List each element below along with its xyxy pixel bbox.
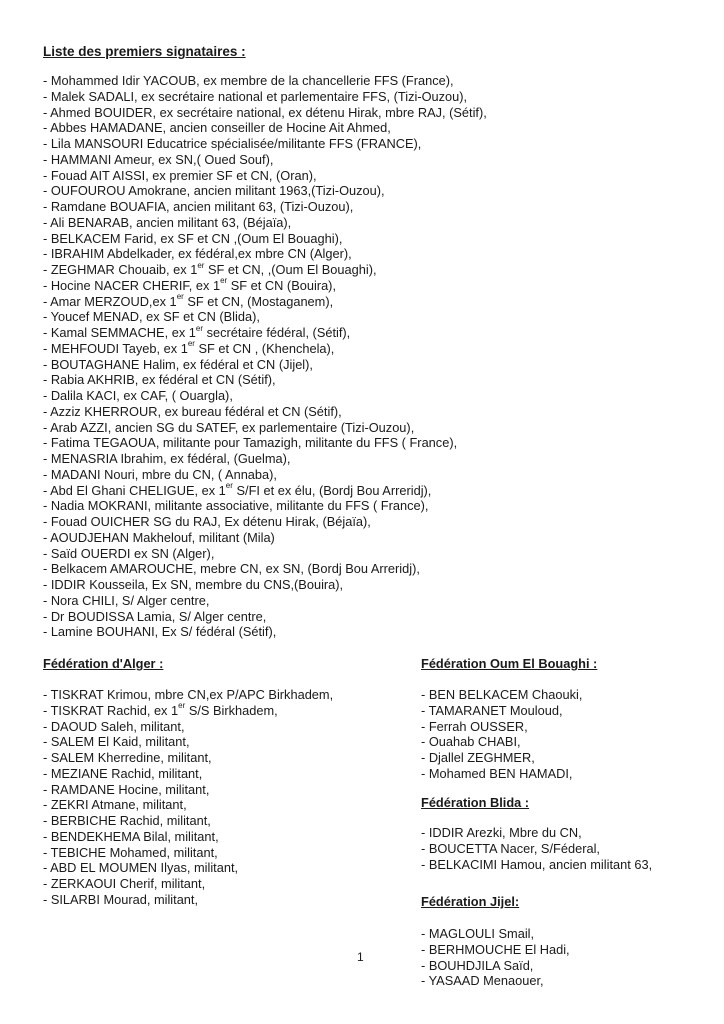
federation-alger-heading: Fédération d'Alger :: [43, 656, 164, 671]
list-item: - Ouahab CHABI,: [421, 734, 521, 750]
list-item: - Youcef MENAD, ex SF et CN (Blida),: [43, 309, 260, 325]
ordinal-superscript: er: [225, 481, 233, 491]
list-item: - BOUTAGHANE Halim, ex fédéral et CN (Jijel),: [43, 356, 313, 372]
list-item: - Arab AZZI, ancien SG du SATEF, ex parlementaire (Tizi-Ouzou),: [43, 419, 415, 435]
list-item: - Ferrah OUSSER,: [421, 718, 528, 734]
list-item-text: - MEHFOUDI Tayeb, ex 1: [43, 340, 188, 356]
list-item: - BERBICHE Rachid, militant,: [43, 813, 211, 828]
list-item: - BOUHDJILA Saïd,: [421, 957, 534, 973]
list-item: [43, 278, 487, 294]
list-item: - Ahmed BOUIDER, ex secrétaire national, ex détenu Hirak, mbre RAJ, (Sétif),: [43, 104, 487, 120]
federation-blida-heading: Fédération Blida :: [421, 795, 530, 810]
list-item-text: - Amar MERZOUD,ex 1: [43, 293, 177, 309]
list-item-text: SF et CN , (Khenchela),: [194, 340, 335, 356]
list-item: - Ramdane BOUAFIA, ancien militant 63, (Tizi-Ouzou),: [43, 199, 354, 214]
list-item: - DAOUD Saleh, militant,: [43, 718, 185, 734]
list-item: - ZERKAOUI Cherif, militant,: [43, 876, 206, 891]
list-item: - IDDIR Arezki, Mbre du CN,: [421, 825, 582, 840]
list-item: [43, 703, 333, 719]
list-item-text: - ZEGHMAR Chouaib, ex 1: [43, 262, 198, 277]
list-item: - Fouad AIT AISSI, ex premier SF et CN, (Oran),: [43, 167, 317, 183]
list-item: - IDDIR Kousseila, Ex SN, membre du CNS,(Bouira),: [43, 577, 344, 592]
list-item: - Nora CHILI, S/ Alger centre,: [43, 592, 210, 608]
list-item: - YASAAD Menaouer,: [421, 973, 544, 989]
ordinal-superscript: er: [176, 292, 184, 302]
list-item-text: secrétaire fédéral, (Sétif),: [203, 325, 351, 340]
page-title: Liste des premiers signataires :: [43, 44, 246, 59]
list-item: - Dalila KACI, ex CAF, ( Ouargla),: [43, 388, 233, 403]
list-item-text: S/FI et ex élu, (Bordj Bou Arreridj),: [232, 482, 432, 498]
list-item: - TEBICHE Mohamed, militant,: [43, 844, 218, 860]
list-item: - Malek SADALI, ex secrétaire national et parlementaire FFS, (Tizi-Ouzou),: [43, 88, 468, 104]
list-item: [43, 483, 487, 499]
list-item: - BELKACEM Farid, ex SF et CN ,(Oum El Bouaghi),: [43, 230, 343, 246]
list-item: - Fatima TEGAOUA, militante pour Tamazigh, militante du FFS ( France),: [43, 435, 458, 451]
list-item: - MEZIANE Rachid, militant,: [43, 765, 203, 781]
list-item: - TAMARANET Mouloud,: [421, 702, 563, 718]
federation-oum-el-bouaghi-list: [421, 687, 582, 782]
list-item: - BENDEKHEMA Bilal, militant,: [43, 828, 219, 844]
list-item: - ABD EL MOUMEN Ilyas, militant,: [43, 860, 239, 876]
ordinal-superscript: er: [197, 260, 205, 270]
list-item: - SALEM El Kaid, militant,: [43, 734, 190, 750]
list-item: - Azziz KHERROUR, ex bureau fédéral et CN (Sétif),: [43, 403, 342, 419]
list-item: - Djallel ZEGHMER,: [421, 750, 535, 765]
ordinal-superscript: er: [195, 323, 204, 333]
list-item: - Saïd OUERDI ex SN (Alger),: [43, 545, 215, 561]
federation-blida-list: [421, 825, 652, 872]
list-item: - IBRAHIM Abdelkader, ex fédéral,ex mbre CN (Alger),: [43, 246, 352, 262]
list-item-text: SF et CN, (Mostaganem),: [183, 293, 334, 309]
list-item: - Belkacem AMAROUCHE, mebre CN, ex SN, (Bordj Bou Arreridj),: [43, 561, 420, 577]
list-item: [43, 325, 487, 341]
list-item: - MENASRIA Ibrahim, ex fédéral, (Guelma),: [43, 451, 291, 466]
federation-jijel-list: [421, 926, 570, 989]
list-item: - Ali BENARAB, ancien militant 63, (Béjaïa),: [43, 214, 292, 230]
federation-jijel-heading: Fédération Jijel:: [421, 894, 520, 909]
list-item: - MAGLOULI Smail,: [421, 926, 535, 941]
list-item: - Rabia AKHRIB, ex fédéral et CN (Sétif),: [43, 372, 276, 388]
list-item: - MADANI Nouri, mbre du CN, ( Annaba),: [43, 466, 277, 482]
list-item-text: SF et CN, ,(Oum El Bouaghi),: [204, 262, 377, 277]
list-item: [43, 294, 487, 310]
ordinal-superscript: er: [178, 701, 186, 711]
page-number: 1: [357, 950, 364, 964]
federation-alger-list: [43, 687, 333, 908]
list-item: - OUFOUROU Amokrane, ancien militant 1963,(Tizi-Ouzou),: [43, 183, 385, 199]
list-item: - RAMDANE Hocine, militant,: [43, 781, 210, 797]
list-item-text: SF et CN (Bouira),: [227, 277, 337, 293]
list-item: [43, 262, 487, 278]
ordinal-superscript: er: [220, 276, 228, 286]
list-item: - Dr BOUDISSA Lamia, S/ Alger centre,: [43, 608, 267, 624]
signatories-list: [43, 73, 487, 640]
federation-oum-el-bouaghi-heading: Fédération Oum El Bouaghi :: [421, 656, 598, 671]
list-item: - Lamine BOUHANI, Ex S/ fédéral (Sétif),: [43, 624, 277, 640]
list-item-text: - Kamal SEMMACHE, ex 1: [43, 325, 196, 340]
list-item-text: - Abd El Ghani CHELIGUE, ex 1: [43, 482, 226, 498]
list-item: - BERHMOUCHE El Hadi,: [421, 941, 570, 957]
list-item-text: - Hocine NACER CHERIF, ex 1: [43, 277, 221, 293]
list-item: - BEN BELKACEM Chaouki,: [421, 687, 583, 702]
list-item: - BELKACIMI Hamou, ancien militant 63,: [421, 856, 653, 872]
list-item: [43, 341, 487, 357]
list-item: - Mohamed BEN HAMADI,: [421, 765, 573, 781]
list-item: - SILARBI Mourad, militant,: [43, 891, 199, 907]
list-item: - TISKRAT Krimou, mbre CN,ex P/APC Birkhadem,: [43, 687, 334, 702]
list-item: - BOUCETTA Nacer, S/Féderal,: [421, 840, 600, 856]
list-item: - HAMMANI Ameur, ex SN,( Oued Souf),: [43, 151, 274, 167]
list-item: - SALEM Kherredine, militant,: [43, 750, 212, 765]
list-item-text: S/S Birkhadem,: [185, 702, 278, 718]
list-item: - ZEKRI Atmane, militant,: [43, 797, 187, 813]
list-item: - Mohammed Idir YACOUB, ex membre de la chancellerie FFS (France),: [43, 73, 454, 88]
list-item: - Fouad OUICHER SG du RAJ, Ex détenu Hirak, (Béjaïa),: [43, 514, 371, 529]
list-item: - Abbes HAMADANE, ancien conseiller de Hocine Ait Ahmed,: [43, 120, 391, 136]
ordinal-superscript: er: [187, 339, 195, 349]
list-item-text: - TISKRAT Rachid, ex 1: [43, 702, 179, 718]
list-item: - Lila MANSOURI Educatrice spécialisée/militante FFS (FRANCE),: [43, 136, 422, 151]
list-item: - Nadia MOKRANI, militante associative, militante du FFS ( France),: [43, 498, 429, 514]
list-item: - AOUDJEHAN Makhelouf, militant (Mila): [43, 529, 275, 545]
